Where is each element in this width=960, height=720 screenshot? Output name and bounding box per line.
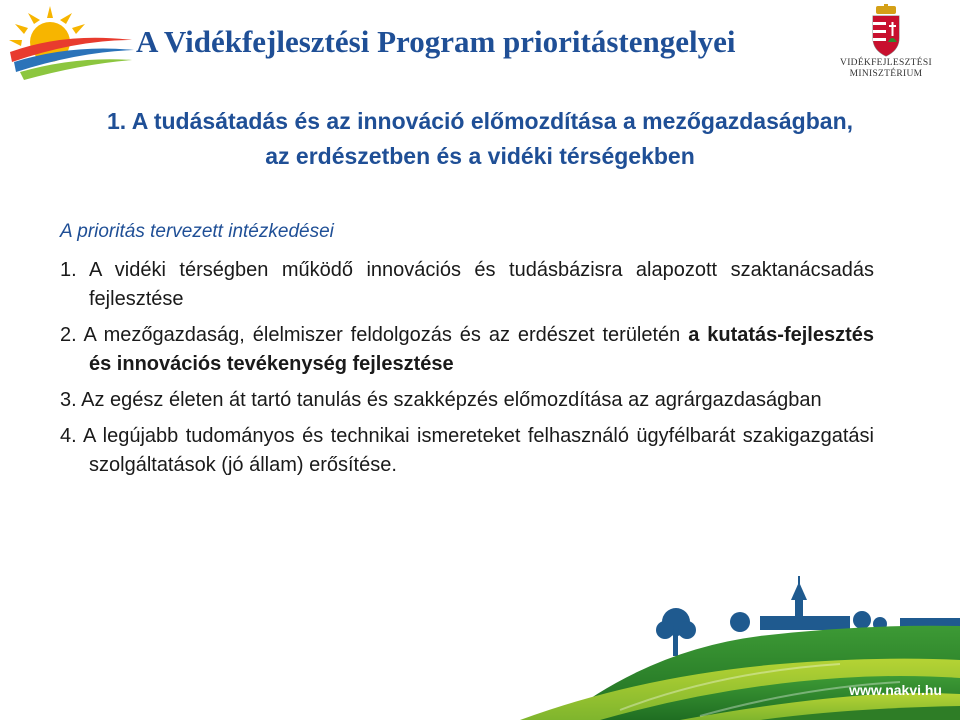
list-item-text: 1. A vidéki térségben működő innovációs és tudásbázisra alapozott szaktanácsadás fejlesztése — [60, 259, 874, 310]
section-subtitle: A prioritás tervezett intézkedései — [60, 221, 334, 242]
heading-line-2: az erdészetben és a vidéki térségekben — [265, 143, 695, 169]
ministry-name-line1: VIDÉKFEJLESZTÉSI — [840, 58, 932, 68]
program-sun-logo — [6, 6, 136, 80]
list-item-text: 4. A legújabb tudományos és technikai ismereteket felhasználó ügyfélbarát szakigazgatási szolgáltatások (jó állam) erősítése. — [60, 425, 874, 476]
priority-heading — [20, 104, 940, 174]
tree-icon — [656, 608, 696, 656]
list-item — [60, 321, 874, 379]
list-item-text: 3. Az egész életen át tartó tanulás és szakképzés előmozdítása az agrárgazdaságban — [60, 389, 822, 411]
page-title: A Vidékfejlesztési Program prioritástengelyei — [136, 24, 736, 59]
list-item-text: 2. A mezőgazdaság, élelmiszer feldolgozás és az erdészet területén — [60, 324, 689, 346]
list-item — [60, 256, 874, 314]
ministry-logo — [838, 4, 934, 84]
list-item-bold-text: a kutatás-fejlesztés és innovációs tevékenység fejlesztése — [89, 324, 874, 375]
landscape-illustration — [0, 560, 960, 720]
coat-of-arms-icon — [869, 4, 903, 58]
ministry-name-line2: MINISZTÉRIUM — [849, 69, 923, 79]
village-silhouette — [730, 576, 960, 632]
heading-line-1: 1. A tudásátadás és az innováció előmozdítása a mezőgazdaságban, — [106, 108, 854, 134]
measure-list — [60, 256, 874, 487]
list-item — [60, 386, 874, 415]
footer-url: www.nakvi.hu — [849, 682, 942, 698]
list-item — [60, 422, 874, 480]
